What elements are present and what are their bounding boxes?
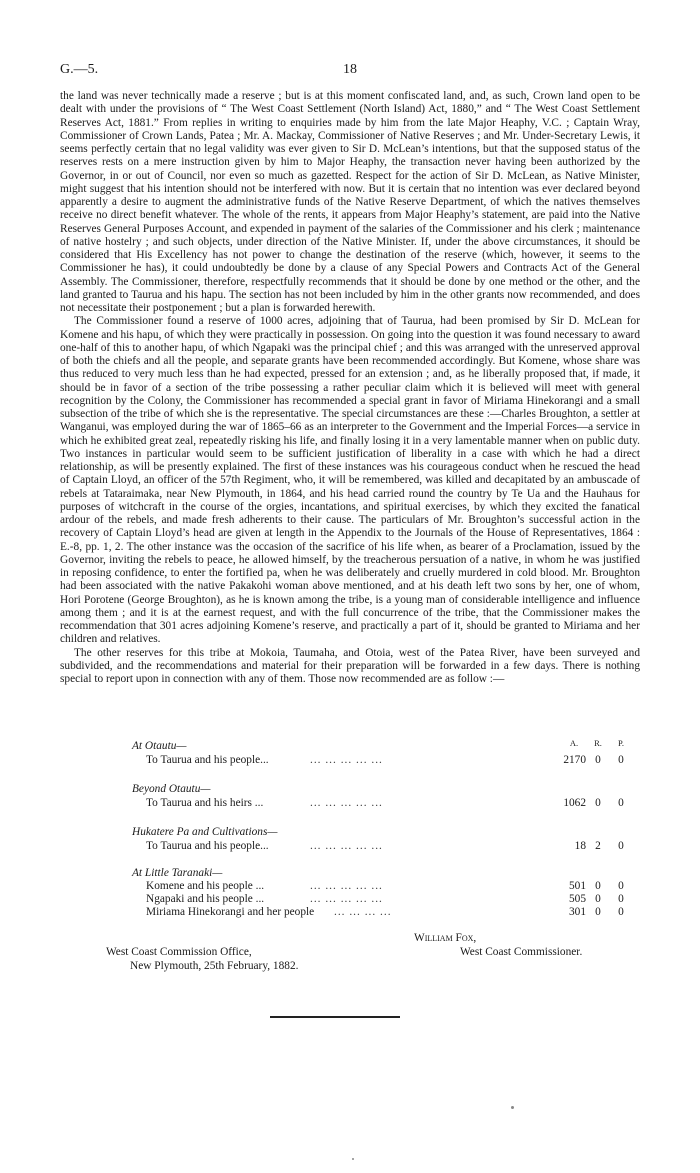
signatory-title: West Coast Commissioner.: [460, 946, 583, 958]
row-roods: 0: [595, 754, 601, 766]
group-title: Hukatere Pa and Cultivations—: [132, 826, 278, 838]
row-name: To Taurua and his people...: [146, 840, 269, 852]
schedule-row: [60, 754, 640, 767]
column-acres: A.: [569, 738, 579, 748]
office-address: West Coast Commission Office,: [106, 946, 252, 958]
schedule-row: [60, 906, 640, 919]
paragraph-1: the land was never technically made a reserve ; but is at this moment confiscated land, and, as such, Crown land open to be dealt with under the provisions of “ The West Coast Settlement (North Island) Act, 1880,” and “ The West Coast Settlement Reserves Act, 1881.” From replies in writing to enquiries made by him from the late Major Heaphy, V.C. ; Captain Wray, Commissioner of Crown Lands, Patea ; Mr. A. Mackay, Commissioner of Native Reserves ; and Mr. Under-Secretary Lewis, it seems perfectly certain that no legal validity was ever given to Sir D. McLean’s intentions, but that the supposed status of the reserves rests on a mere instruction given by him to Major Heaphy, the transaction never having been authorized by the Governor, in or out of Council, nor even so much as gazetted. Respect for the action of Sir D. McLean, as Native Minister, might suggest that his intention should not be interfered with now. But it is certain that no intention was ever declared beyond apparently a desire to augment the administrative funds of the Native Reserve Department, of which the natives themselves receive no direct benefit whatever. The whole of the rents, it appears from Major Heaphy’s statement, are paid into the Native Reserves General Purposes Account, and expended in payment of the salaries of the Commissioner and his clerk ; maintenance of native hostelry ; and such objects, under direction of the Native Minister. If, under the above circumstances, it should be considered that His Excellency has not power to change the destination of the reserve (which, however, it seems to the Commissioner he has), it could undoubtedly be done by a clause of any Special Powers and Contracts Act of the General Assembly. The Commissioner, therefore, respectfully recommends that it should be done by one method or the other, and the land granted to Taurua and his hapu. The section has not been included by him in the other grants now recommended, and does not necessitate their postponement ; but a plan is forwarded herewith.: [60, 90, 640, 314]
print-speck: [511, 1106, 514, 1109]
row-name: Komene and his people ...: [146, 880, 265, 892]
row-name: To Taurua and his heirs ...: [146, 797, 264, 809]
row-name: To Taurua and his people...: [146, 754, 269, 766]
paragraph-3: The other reserves for this tribe at Mokoia, Taumaha, and Otoia, west of the Patea River, have been surveyed and subdivided, and the recommendations and material for their preparation will be forwarded in a few days. There is nothing special to report upon in connection with any of them. Those now recommended are as follow :—: [60, 646, 640, 685]
row-acres: 501: [568, 880, 586, 892]
row-roods: 2: [595, 840, 601, 852]
row-roods: 0: [595, 797, 601, 809]
group-title: Beyond Otautu—: [132, 783, 211, 795]
row-perches: 0: [618, 893, 624, 905]
row-leader: ... ... ... ... ...: [310, 840, 383, 852]
page-number: 18: [343, 62, 357, 77]
row-roods: 0: [595, 893, 601, 905]
print-speck: [352, 1158, 354, 1160]
row-perches: 0: [618, 840, 624, 852]
closing-rule: [270, 1016, 400, 1018]
schedule-row: [60, 893, 640, 906]
row-leader: ... ... ... ...: [334, 906, 392, 918]
column-perches: P.: [618, 738, 624, 748]
row-acres: 301: [568, 906, 586, 918]
row-leader: ... ... ... ... ...: [310, 880, 383, 892]
column-roods: R.: [594, 738, 602, 748]
row-acres: 505: [568, 893, 586, 905]
page-header: [60, 62, 640, 80]
row-leader: ... ... ... ... ...: [310, 754, 383, 766]
dateline: New Plymouth, 25th February, 1882.: [130, 960, 299, 972]
row-perches: 0: [618, 797, 624, 809]
row-roods: 0: [595, 880, 601, 892]
document-reference: G.—5.: [60, 62, 99, 77]
body-text: [60, 90, 640, 686]
row-perches: 0: [618, 754, 624, 766]
row-name: Ngapaki and his people ...: [146, 893, 265, 905]
schedule-row: [60, 880, 640, 893]
row-roods: 0: [595, 906, 601, 918]
row-name: Miriama Hinekorangi and her people: [146, 906, 315, 918]
row-leader: ... ... ... ... ...: [310, 797, 383, 809]
row-acres: 2170: [563, 754, 586, 766]
row-perches: 0: [618, 880, 624, 892]
group-title: At Little Taranaki—: [132, 867, 223, 879]
row-perches: 0: [618, 906, 624, 918]
group-title: At Otautu—: [132, 740, 187, 752]
row-leader: ... ... ... ... ...: [310, 893, 383, 905]
row-acres: 18: [574, 840, 586, 852]
schedule-row: [60, 797, 640, 810]
row-acres: 1062: [563, 797, 586, 809]
paragraph-2: The Commissioner found a reserve of 1000 acres, adjoining that of Taurua, had been promised by Sir D. McLean for Komene and his hapu, of which they were practically in possession. On going into the question it was found necessary to award one-half of this to another hapu, of which Ngapaki was the principal chief ; and this was arranged with the unreserved approval of both the chiefs and all the people, and separate grants have been recommended accordingly. But Komene, whose share was thus reduced to very much less than he had expected, pressed for an extension ; and, as he liberally proposed that, if made, it should be in favor of a section of the tribe possessing a rather peculiar claim which it is believed will meet with general recognition by the Colony, the Commissioner has recommended a special grant in favor of Miriama Hinekorangi and a small subsection of the tribe of which she is the representative. The special circumstances are these :—Charles Broughton, a settler at Wanganui, was employed during the war of 1865–66 as an interpreter to the Government and the Imperial Forces—a service in which he exhibited great zeal, repeatedly risking his life, and finally losing it in a very lamentable manner when on public duty. Two instances in particular would seem to be sufficient justification of liberality in a case with which he had a direct relationship, as will be presently explained. The first of these instances was his courageous conduct when he rescued the head of Captain Lloyd, an officer of the 57th Regiment, who, it will be remembered, was killed and decapitated by an ambuscade of rebels at Tataraimaka, near New Plymouth, in 1864, and his head carried round the country by Te Ua and the Hauhaus for purposes of witchcraft in the course of the orgies, incantations, and spiritual exercises, by which they excited the fanatical ardour of the rebels, and made fresh adherents to their cause. The particulars of Mr. Broughton’s successful action in the recovery of Captain Lloyd’s head are given at length in the Appendix to the Journals of the House of Representatives, 1864 : E.-8, pp. 1, 2. The other instance was the occasion of the sacrifice of his life when, as bearer of a Proclamation, issued by the Governor, inviting the rebels to peace, he allowed himself, by the treacherous persuation of a native, in whom he was justified in reposing confidence, to enter the fortified pa, when he was deliberately and cruelly murdered in cold blood. Mr. Broughton had been associated with the native Pakakohi woman above mentioned, and at his death left two sons by her, one of whom, Hori Porotene (George Broughton), as he is known among the tribe, is a young man of considerable intelligence and influence among them ; and it is at the earnest request, and with the full concurrence of the tribe, that the Commissioner makes the recommendation that 301 acres adjoining Komene’s reserve, and practically a part of it, should be granted to Miriama and her children and relatives.: [60, 315, 640, 646]
signatory-name: William Fox,: [414, 932, 477, 944]
schedule-row: [60, 840, 640, 853]
